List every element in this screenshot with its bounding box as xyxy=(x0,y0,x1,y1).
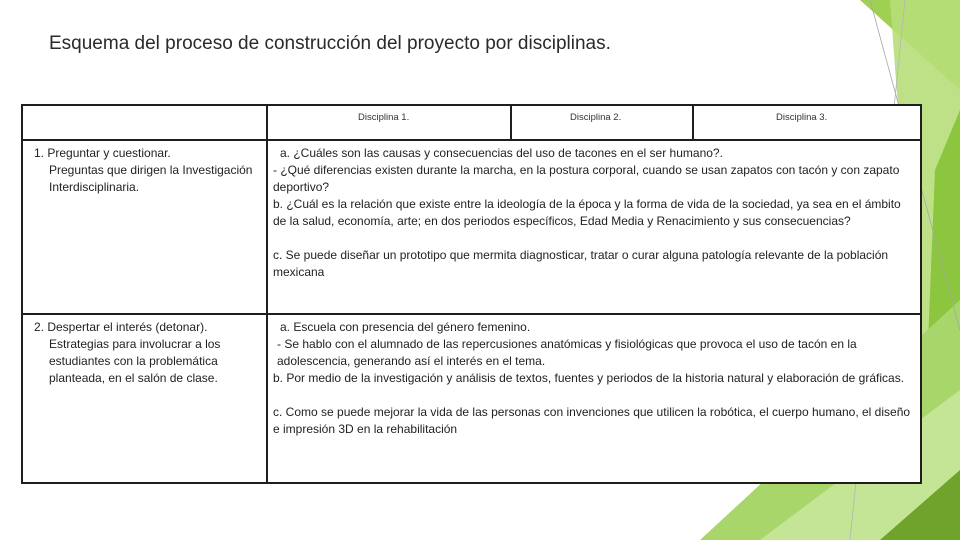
header-label: Disciplina 3. xyxy=(776,112,828,123)
page-title: Esquema del proceso de construcción del proyecto por disciplinas. xyxy=(49,33,611,54)
header-cell-disciplina-2 xyxy=(511,105,693,140)
row-label-title: 2. Despertar el interés (detonar). xyxy=(34,320,208,334)
header-cell-empty xyxy=(22,105,267,140)
process-table xyxy=(21,104,922,484)
table-header-row xyxy=(22,105,921,140)
row-item: a. Escuela con presencia del género femenino. xyxy=(280,320,531,334)
row-item: b. ¿Cuál es la relación que existe entre la ideología de la época y la forma de vida de la sociedad, ya sea en el ámbito de la salud, economía, arte; en dos periodos específicos, Edad Media y Renacimiento y sus consecuencias? xyxy=(273,197,901,228)
row-item: - ¿Qué diferencias existen durante la marcha, en la postura corporal, cuando se usan zapatos con tacón y con zapato deportivo? xyxy=(273,163,900,194)
row-item: c. Se puede diseñar un prototipo que mermita diagnosticar, tratar o curar alguna patología relevante de la población mexicana xyxy=(273,248,889,279)
row-content-cell xyxy=(267,314,921,483)
header-cell-disciplina-3 xyxy=(693,105,921,140)
row-item: a. ¿Cuáles son las causas y consecuencias del uso de tacones en el ser humano?. xyxy=(280,146,723,160)
table-row xyxy=(22,140,921,314)
header-label: Disciplina 1. xyxy=(358,112,410,123)
row-content-cell xyxy=(267,140,921,314)
row-label-cell xyxy=(22,140,267,314)
row-item: - Se hablo con el alumnado de las repercusiones anatómicas y fisiológicas que provoca el uso de tacón en la adolescencia, generando así el interés en el tema. xyxy=(277,337,857,368)
row-label-description: Preguntas que dirigen la Investigación Interdisciplinaria. xyxy=(49,163,253,194)
row-label-title: 1. Preguntar y cuestionar. xyxy=(34,146,171,160)
row-item: b. Por medio de la investigación y análisis de textos, fuentes y periodos de la historia natural y elaboración de gráficas. xyxy=(273,371,905,385)
table-row xyxy=(22,314,921,483)
row-item: c. Como se puede mejorar la vida de las personas con invenciones que utilicen la robótica, el cuerpo humano, el diseño e impresión 3D en la rehabilitación xyxy=(273,405,911,436)
row-label-description: Estrategias para involucrar a los estudiantes con la problemática planteada, en el salón de clase. xyxy=(49,337,221,385)
header-label: Disciplina 2. xyxy=(570,112,622,123)
header-cell-disciplina-1 xyxy=(267,105,511,140)
row-label-cell xyxy=(22,314,267,483)
